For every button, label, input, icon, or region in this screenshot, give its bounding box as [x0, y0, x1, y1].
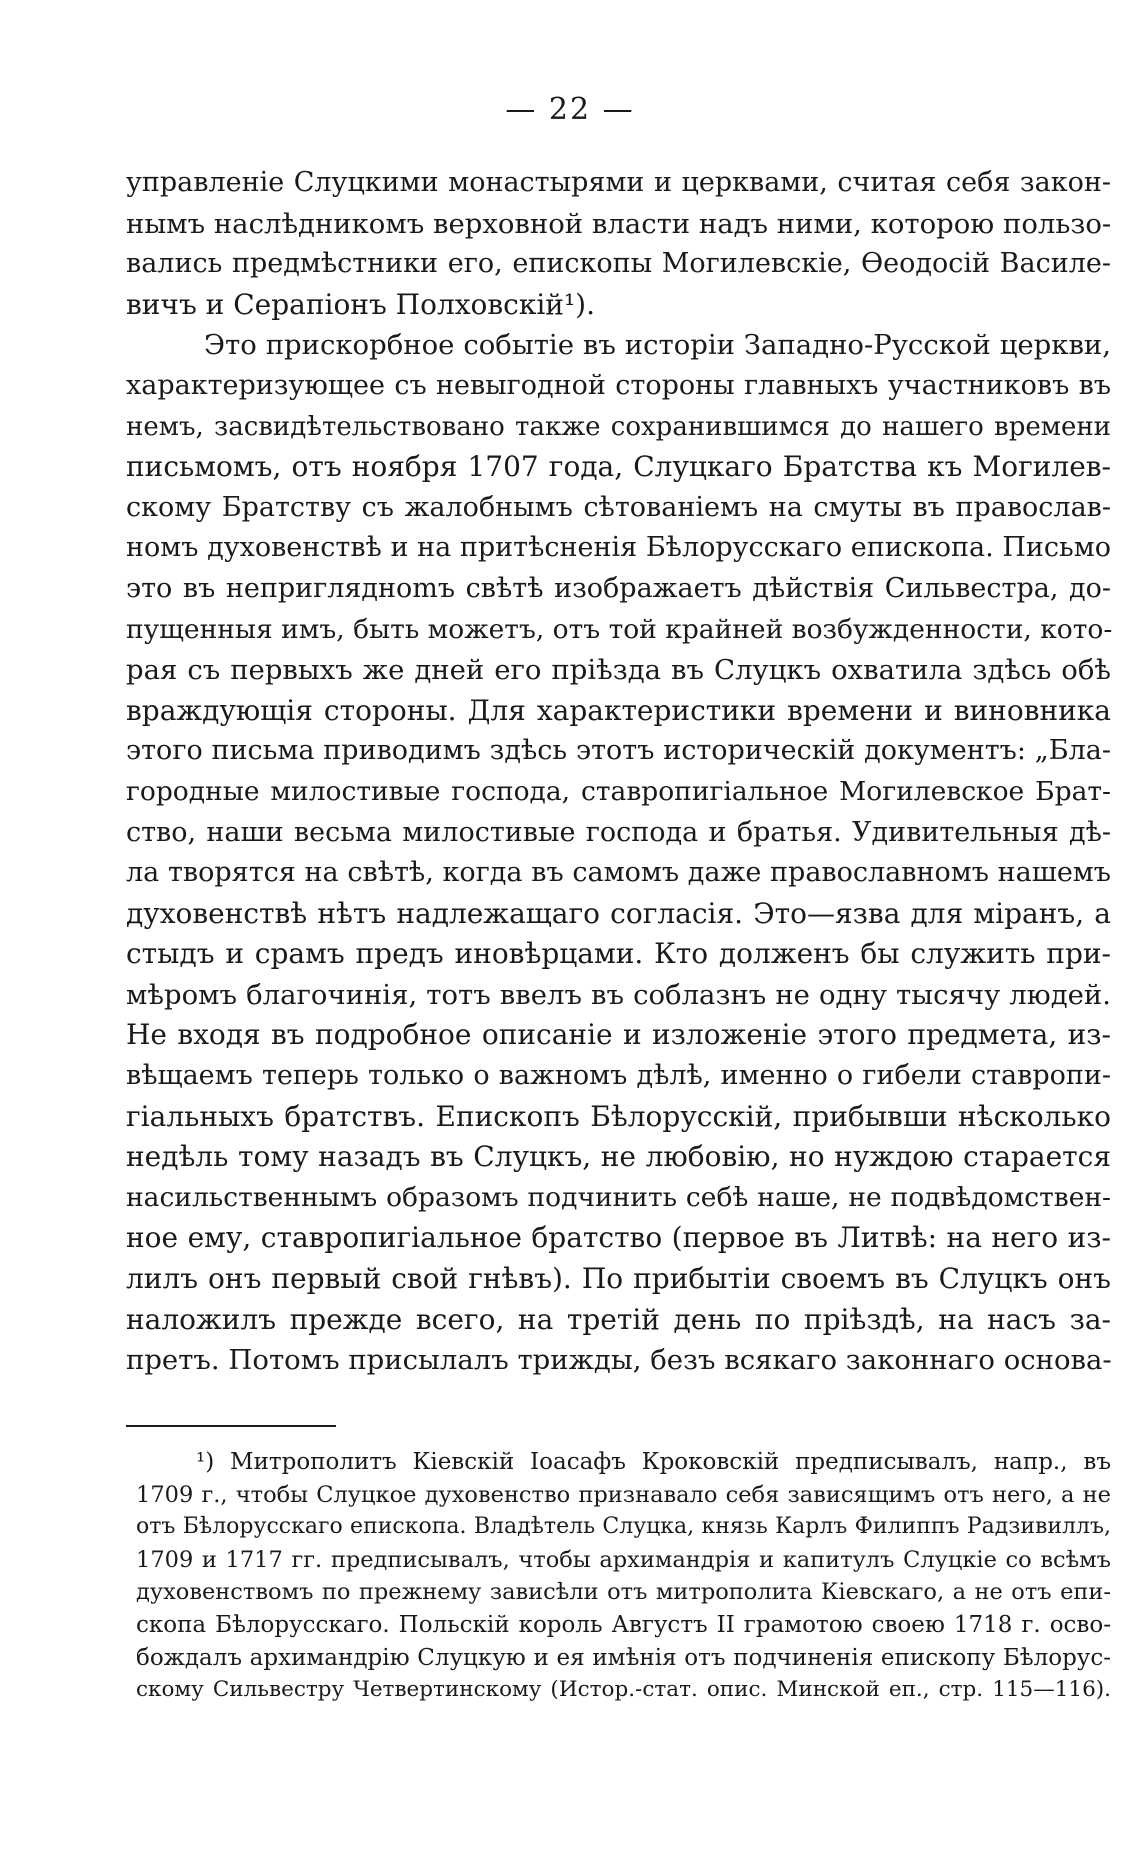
- text-line: стыдъ и срамъ предъ иновѣрцами. Кто долженъ бы служить при-: [126, 937, 1111, 971]
- text-line: ла творятся на свѣтѣ, когда въ самомъ даже православномъ нашемъ: [126, 857, 1111, 889]
- text-line: номъ духовенствѣ и на притѣсненія Бѣлорусскаго епископа. Письмо: [126, 532, 1111, 564]
- text-line: характеризующее съ невыгодной стороны главныхъ участниковъ въ: [126, 369, 1111, 401]
- text-line: насильственнымъ образомъ подчинить себѣ наше, не подвѣдомствен-: [126, 1181, 1111, 1213]
- text-line: мѣромъ благочинія, тотъ ввелъ въ соблазнъ не одну тысячу людей.: [126, 978, 1111, 1011]
- text-line: недѣль тому назадъ въ Слуцкъ, не любовію, но нуждою старается: [126, 1140, 1111, 1174]
- main-text: [126, 163, 1111, 1381]
- footnote-line: ¹) Митрополитъ Кіевскій Іоасафъ Кроковскій предписывалъ, напр., въ: [196, 1449, 1111, 1475]
- text-line: управленіе Слуцкими монастырями и церквами, считая себя закон-: [126, 167, 1111, 198]
- footnote-divider: [126, 1425, 336, 1427]
- text-line: нымъ наслѣдникомъ верховной власти надъ ними, которою пользо-: [126, 207, 1112, 240]
- footnote-line: 1709 и 1717 гг. предписывалъ, чтобы архимандрія и капитулъ Слуцкіе со всѣмъ: [136, 1546, 1111, 1573]
- footnote-line: скому Сильвестру Четвертинскому (Истор.-стат. опис. Минской еп., стр. 115—116).: [136, 1677, 1111, 1703]
- text-line: этого письма приводимъ здѣсь этотъ историческій документъ: „Бла-: [126, 735, 1111, 767]
- text-line: вѣщаемъ теперь только о важномъ дѣлѣ, именно о гибели ставропи-: [126, 1060, 1111, 1092]
- text-line: претъ. Потомъ присылалъ трижды, безъ всякаго законнаго основа-: [126, 1344, 1112, 1377]
- footnote-line: духовенствомъ по прежнему зависѣли отъ митрополита Кіевскаго, а не отъ епи-: [136, 1579, 1111, 1606]
- text-line: вичъ и Серапіонъ Полховскій¹).: [126, 287, 595, 321]
- text-line: ство, наши весьма милостивые господа и братья. Удивительныя дѣ-: [126, 816, 1111, 848]
- text-line: ное ему, ставропигіальное братство (первое въ Литвѣ: на него из-: [126, 1221, 1111, 1255]
- text-line: Не входя въ подробное описаніе и изложеніе этого предмета, из-: [126, 1018, 1111, 1052]
- text-line: письмомъ, отъ ноября 1707 года, Слуцкаго Братства къ Могилев-: [126, 450, 1111, 484]
- footnote-line: отъ Бѣлорусскаго епископа. Владѣтель Слуцка, князь Карлъ Филиппъ Радзивиллъ,: [136, 1514, 1111, 1540]
- footnote-line: бождалъ архимандрію Слуцкую и ея имѣнія отъ подчиненія епископу Бѣлорус-: [136, 1644, 1111, 1671]
- footnote-line: скопа Бѣлорусскаго. Польскій король Августъ II грамотою своею 1718 г. осво-: [136, 1611, 1111, 1638]
- text-line: наложилъ прежде всего, на третій день по пріѣздѣ, на насъ за-: [126, 1302, 1111, 1336]
- text-line: вались предмѣстники его, епископы Могилевскіе, Ѳеодосій Василе-: [126, 248, 1111, 280]
- footnote-line: 1709 г., чтобы Слуцкое духовенство признавало себя зависящимъ отъ него, а не: [136, 1481, 1111, 1508]
- text-line: лилъ онъ первый свой гнѣвъ). По прибытіи своемъ въ Слуцкъ онъ: [126, 1262, 1111, 1296]
- text-line: духовенствѣ нѣтъ надлежащаго согласія. Это—язва для міранъ, а: [126, 896, 1111, 930]
- page-number: — 22 —: [505, 92, 635, 127]
- text-line: это въ непригляднomъ свѣтѣ изображаетъ дѣйствія Сильвестра, до-: [126, 572, 1111, 604]
- text-line: гіальныхъ братствъ. Епископъ Бѣлорусскій, прибывши нѣсколько: [126, 1099, 1111, 1133]
- text-line: скому Братству съ жалобнымъ сѣтованіемъ на смуты въ православ-: [126, 491, 1111, 523]
- text-line: Это прискорбное событіе въ исторіи Западно-Русской церкви,: [204, 329, 1111, 362]
- text-line: пущенныя имъ, быть можетъ, отъ той крайней возбужденности, кото-: [126, 613, 1113, 645]
- text-line: враждующія стороны. Для характеристики времени и виновника: [126, 693, 1111, 727]
- text-line: рая съ первыхъ же дней его пріѣзда въ Слуцкъ охватила здѣсь обѣ: [126, 654, 1111, 687]
- text-line: немъ, засвидѣтельствовано также сохранившимся до нашего времени: [126, 411, 1111, 442]
- text-line: городные милостивые господа, ставропигіальное Могилевское Брат-: [126, 775, 1111, 807]
- footnote: [136, 1446, 1111, 1707]
